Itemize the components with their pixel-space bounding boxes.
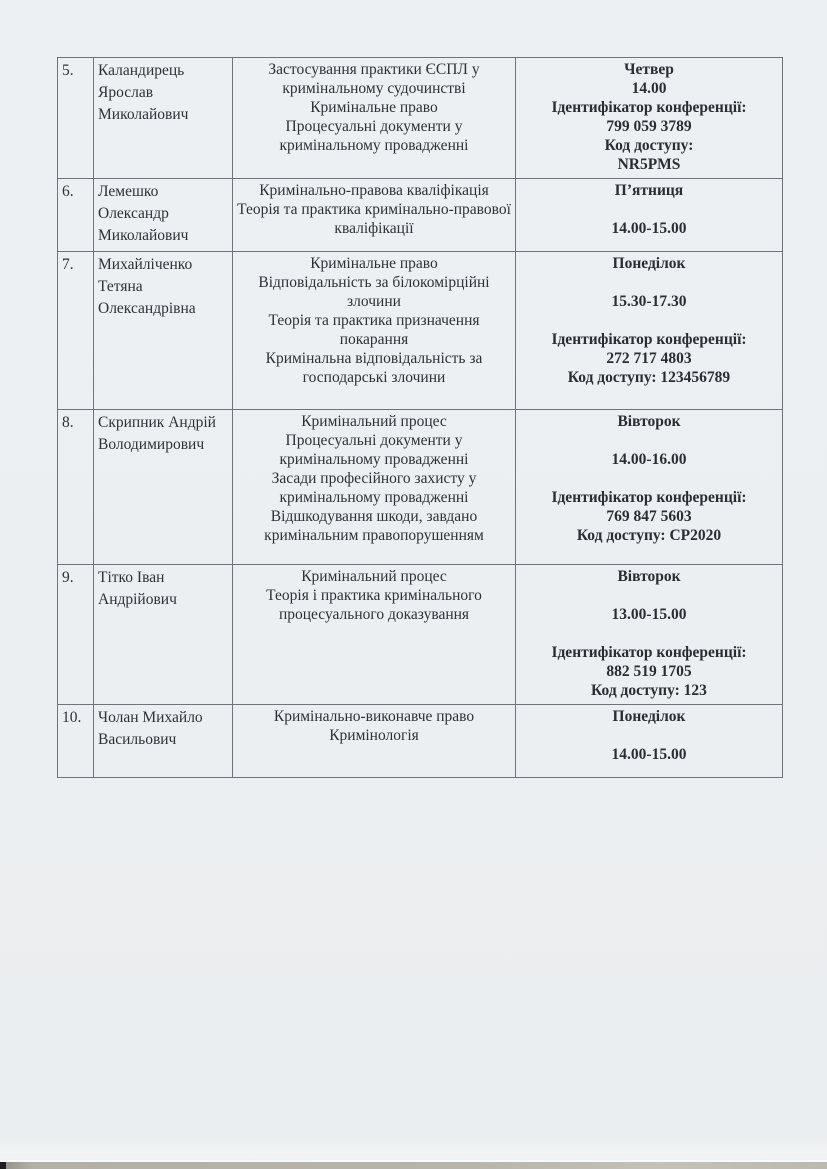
subjects-cell — [233, 410, 516, 565]
row-number: 9. — [58, 565, 94, 705]
schedule-line: П’ятниця — [614, 182, 684, 199]
schedule-cell — [516, 179, 783, 252]
schedule-blank-line — [520, 726, 778, 745]
schedule-blank-line — [520, 200, 778, 219]
schedule-line: Код доступу: 123456789 — [567, 369, 731, 386]
subject-title: Процесуальні документи у кримінальному провадженні — [279, 432, 469, 468]
schedule-blank-line — [520, 469, 778, 488]
row-number: 8. — [58, 410, 94, 565]
lecturer-name: Лемешко Олександр Миколайович — [94, 179, 233, 252]
schedule-line: Код доступу: — [604, 137, 694, 154]
schedule-line: Код доступу: СР2020 — [576, 527, 722, 544]
subject-title: Кримінальне право — [310, 99, 438, 116]
schedule-cell — [516, 705, 783, 778]
schedule-cell — [516, 252, 783, 410]
table-row — [58, 565, 783, 705]
subject-title: Процесуальні документи у кримінальному провадженні — [279, 118, 469, 154]
schedule-blank-line — [520, 311, 778, 330]
schedule-line: Понеділок — [612, 708, 686, 725]
subject-title: Кримінальна відповідальність за господарські злочини — [265, 350, 483, 386]
schedule-line: Вівторок — [617, 568, 681, 585]
schedule-blank-line — [520, 624, 778, 643]
scan-edge-strip — [0, 1162, 827, 1169]
schedule-line: Ідентифікатор конференції: — [551, 644, 747, 661]
table-row — [58, 705, 783, 778]
subjects-cell — [233, 58, 516, 179]
subject-title: Застосування практики ЄСПЛ у кримінальному судочинстві — [268, 61, 480, 97]
schedule-blank-line — [520, 273, 778, 292]
schedule-line: Ідентифікатор конференції: — [551, 99, 747, 116]
table-row — [58, 252, 783, 410]
lecturer-name: Чолан Михайло Васильович — [94, 705, 233, 778]
table-row — [58, 179, 783, 252]
schedule-cell — [516, 58, 783, 179]
schedule-line: Ідентифікатор конференції: — [551, 331, 747, 348]
subject-title: Кримінальний процес — [301, 568, 447, 585]
schedule-line: Вівторок — [617, 413, 681, 430]
schedule-line: Ідентифікатор конференції: — [551, 489, 747, 506]
subject-title: Відшкодування шкоди, завдано кримінальним правопорушенням — [264, 508, 484, 544]
schedule-line: 14.00-15.00 — [611, 746, 687, 763]
schedule-line: 14.00-16.00 — [611, 451, 687, 468]
schedule-cell — [516, 410, 783, 565]
schedule-line: 882 519 1705 — [606, 663, 692, 680]
table-row — [58, 410, 783, 565]
schedule-line: Код доступу: 123 — [591, 682, 707, 699]
schedule-line: NR5PMS — [617, 156, 681, 173]
schedule-line: 769 847 5603 — [606, 508, 692, 525]
subjects-cell — [233, 705, 516, 778]
schedule-line: 272 717 4803 — [606, 350, 692, 367]
subject-title: Кримінальний процес — [301, 413, 447, 430]
table-body — [58, 58, 783, 778]
subject-title: Кримінальне право — [310, 255, 438, 272]
schedule-line: Понеділок — [612, 255, 686, 272]
subject-title: Теорія та практика кримінально-правової кваліфікації — [237, 201, 511, 237]
row-number: 5. — [58, 58, 94, 179]
subjects-cell — [233, 179, 516, 252]
subject-title: Кримінально-виконавче право — [273, 708, 475, 725]
lecturer-name: Михайліченко Тетяна Олександрівна — [94, 252, 233, 410]
schedule-line: 15.30-17.30 — [611, 293, 687, 310]
subject-title: Кримінально-правова кваліфікація — [259, 182, 489, 199]
schedule-line: 14.00 — [631, 80, 667, 97]
row-number: 7. — [58, 252, 94, 410]
subject-title: Теорія та практика призначення покарання — [268, 312, 480, 348]
table-row — [58, 58, 783, 179]
scan-edge-notch — [0, 1162, 6, 1169]
lecturer-schedule-table — [57, 57, 783, 778]
row-number: 10. — [58, 705, 94, 778]
subjects-cell — [233, 252, 516, 410]
schedule-cell — [516, 565, 783, 705]
schedule-line: 14.00-15.00 — [611, 220, 687, 237]
subjects-cell — [233, 565, 516, 705]
subject-title: Засади професійного захисту у кримінальному провадженні — [271, 470, 477, 506]
row-number: 6. — [58, 179, 94, 252]
lecturer-name: Тітко Іван Андрійович — [94, 565, 233, 705]
schedule-blank-line — [520, 586, 778, 605]
schedule-line: 799 059 3789 — [606, 118, 692, 135]
lecturer-name: Скрипник Андрій Володимирович — [94, 410, 233, 565]
schedule-line: 13.00-15.00 — [611, 606, 687, 623]
schedule-line: Четвер — [624, 61, 674, 78]
subject-title: Теорія і практика кримінального процесуального доказування — [266, 587, 482, 623]
subject-title: Кримінологія — [329, 727, 419, 744]
lecturer-name: Каландирець Ярослав Миколайович — [94, 58, 233, 179]
schedule-blank-line — [520, 431, 778, 450]
subject-title: Відповідальність за білокомірційні злочини — [258, 274, 490, 310]
